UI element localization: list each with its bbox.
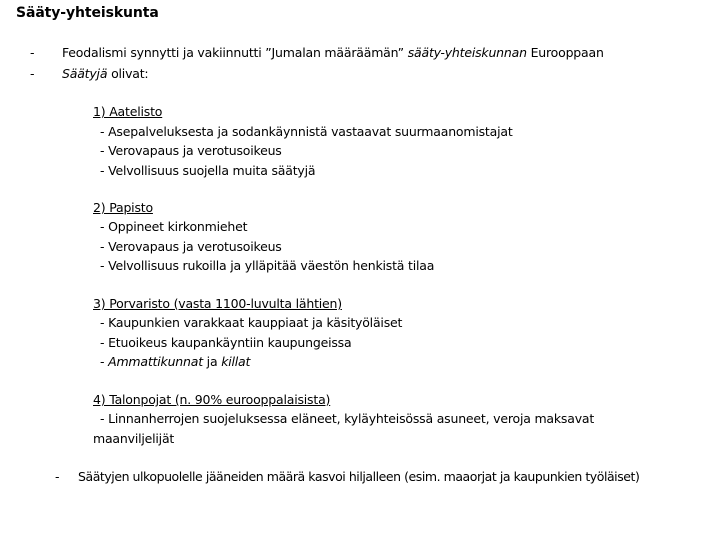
footer-text: Säätyjen ulkopuolelle jääneiden määrä kasvoi hiljalleen (esim. maaorjat ja kaupunkien työläiset) (78, 469, 640, 484)
estate-heading-clergy: 2) Papisto (93, 200, 153, 215)
estate-item: - Velvollisuus suojella muita säätyjä (100, 163, 316, 178)
bullet-marker: - (55, 469, 60, 484)
estate-item: - Kaupunkien varakkaat kauppiaat ja käsityöläiset (100, 315, 403, 330)
bullet-marker: - (30, 45, 35, 60)
estate-heading-nobility: 1) Aatelisto (93, 104, 163, 119)
estate-item: - Etuoikeus kaupankäyntiin kaupungeissa (100, 335, 352, 350)
estate-item-middle: ja (202, 354, 222, 369)
estate-item: - Oppineet kirkonmiehet (100, 219, 248, 234)
page-title: Sääty-yhteiskunta (16, 5, 159, 21)
intro-line-2-tail: olivat: (107, 66, 149, 81)
bullet-marker: - (30, 66, 35, 81)
intro-line-2-italic: Säätyjä (62, 66, 108, 81)
estate-item: - Verovapaus ja verotusoikeus (100, 143, 282, 158)
estate-heading-peasants: 4) Talonpojat (n. 90% eurooppalaisista) (93, 392, 331, 407)
estate-heading-burghers: 3) Porvaristo (vasta 1100-luvulta lähtien) (93, 296, 342, 311)
intro-line-1-tail: Eurooppaan (526, 45, 604, 60)
estate-item: - Velvollisuus rukoilla ja ylläpitää väestön henkistä tilaa (100, 258, 435, 273)
estate-item-prefix: - (100, 354, 109, 369)
estate-item: - Verovapaus ja verotusoikeus (100, 239, 282, 254)
intro-line-1-italic: sääty-yhteiskunnan (407, 45, 527, 60)
estate-item: - Linnanherrojen suojeluksessa eläneet, kyläyhteisössä asuneet, veroja maksavat (100, 411, 595, 426)
estate-item: - Asepalveluksesta ja sodankäynnistä vastaavat suurmaanomistajat (100, 124, 513, 139)
estate-item-guilds (100, 354, 250, 370)
intro-line-1-text: Feodalismi synnytti ja vakiinnutti ”Jumalan määräämän” (62, 45, 408, 60)
estate-item-continuation: maanviljelijät (93, 431, 175, 446)
estate-item-italic-guilds: Ammattikunnat (108, 354, 203, 369)
intro-line-1 (62, 45, 604, 61)
estate-item-italic-guilds-2: killat (221, 354, 251, 369)
intro-line-2 (62, 66, 148, 82)
